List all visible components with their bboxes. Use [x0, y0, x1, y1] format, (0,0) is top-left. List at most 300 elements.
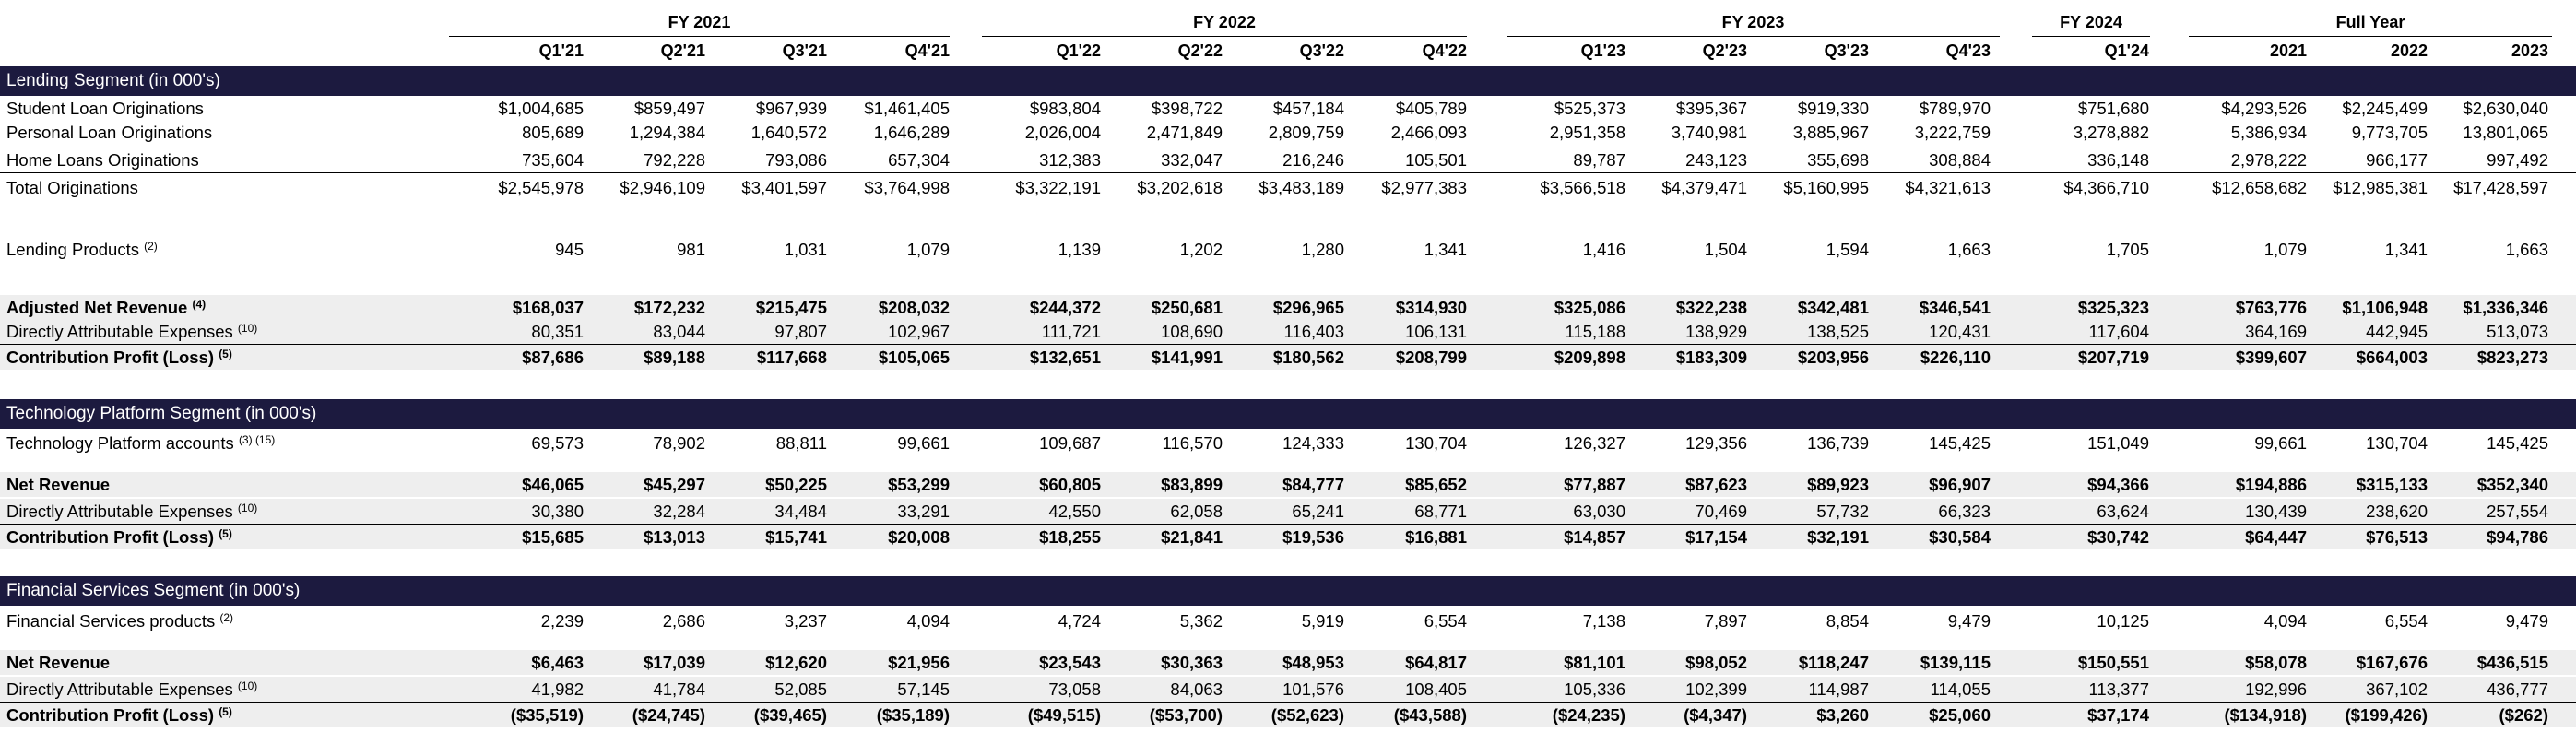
row-label	[6, 237, 158, 262]
column-header: 2021	[2269, 41, 2307, 60]
value-cell: 126,327	[1564, 433, 1625, 453]
value-cell: 5,386,934	[2230, 123, 2307, 142]
value-cell: $3,202,618	[1137, 178, 1223, 197]
row-divider	[0, 172, 2576, 173]
value-cell: ($4,347)	[1684, 705, 1747, 725]
value-cell: 113,377	[2088, 679, 2149, 699]
value-cell: $141,991	[1151, 348, 1223, 367]
value-cell: $45,297	[644, 475, 705, 494]
value-cell: $346,541	[1919, 298, 1991, 317]
value-cell: $87,623	[1685, 475, 1747, 494]
value-cell: 1,504	[1704, 240, 1747, 259]
value-cell: 145,425	[2487, 433, 2548, 453]
value-cell: $37,174	[2087, 705, 2149, 725]
value-cell: $215,475	[755, 298, 827, 317]
value-cell: $4,321,613	[1905, 178, 1991, 197]
value-cell: $919,330	[1797, 99, 1869, 118]
row-label	[6, 319, 257, 344]
fiscal-year-group-header: Full Year	[2335, 13, 2405, 31]
value-cell: 7,138	[1582, 611, 1625, 631]
value-cell: 124,333	[1282, 433, 1344, 453]
value-cell: 793,086	[765, 150, 827, 170]
section-header-band	[0, 66, 2576, 96]
footnote-marker: (5)	[219, 705, 232, 718]
value-cell: $250,681	[1151, 298, 1223, 317]
value-cell: 84,063	[1170, 679, 1223, 699]
value-cell: $457,184	[1272, 99, 1344, 118]
value-cell: $859,497	[633, 99, 705, 118]
fiscal-year-group-header: FY 2021	[668, 13, 731, 31]
value-cell: $3,260	[1816, 705, 1869, 725]
value-cell: $25,060	[1929, 705, 1991, 725]
value-cell: ($134,918)	[2224, 705, 2307, 725]
value-cell: 13,801,065	[2463, 123, 2548, 142]
value-cell: 130,439	[2245, 502, 2307, 521]
row-label-text: Personal Loan Originations	[6, 123, 213, 142]
value-cell: $4,379,471	[1661, 178, 1747, 197]
value-cell: $194,886	[2235, 475, 2307, 494]
value-cell: 130,704	[2366, 433, 2428, 453]
value-cell: $30,742	[2087, 527, 2149, 547]
value-cell: $15,685	[522, 527, 584, 547]
value-cell: 41,784	[653, 679, 705, 699]
value-cell: 41,982	[531, 679, 584, 699]
table-row	[0, 175, 2576, 200]
value-cell: $85,652	[1405, 475, 1467, 494]
column-header: Q1'23	[1580, 41, 1625, 60]
value-cell: $1,106,948	[2342, 298, 2428, 317]
value-cell: 102,967	[888, 322, 950, 341]
value-cell: 243,123	[1685, 150, 1747, 170]
fiscal-year-group-header: FY 2023	[1721, 13, 1785, 31]
value-cell: 138,525	[1807, 322, 1869, 341]
value-cell: 4,094	[2263, 611, 2307, 631]
row-label-text: Directly Attributable Expenses	[6, 502, 233, 521]
value-cell: 68,771	[1414, 502, 1467, 521]
value-cell: $209,898	[1554, 348, 1625, 367]
value-cell: $150,551	[2077, 653, 2149, 672]
value-cell: 367,102	[2366, 679, 2428, 699]
value-cell: 88,811	[775, 433, 827, 453]
footnote-marker: (10)	[237, 322, 258, 335]
value-cell: $296,965	[1272, 298, 1344, 317]
value-cell: ($53,700)	[1149, 705, 1223, 725]
value-cell: 1,079	[906, 240, 950, 259]
value-cell: 33,291	[897, 502, 950, 521]
value-cell: $967,939	[755, 99, 827, 118]
row-label	[6, 525, 232, 549]
table-row	[0, 472, 2576, 497]
value-cell: $395,367	[1675, 99, 1747, 118]
footnote-marker: (5)	[219, 348, 232, 360]
row-label-text: Net Revenue	[6, 475, 111, 494]
value-cell: 117,604	[2088, 322, 2149, 341]
value-cell: 1,202	[1179, 240, 1223, 259]
value-cell: 4,094	[906, 611, 950, 631]
value-cell: $77,887	[1564, 475, 1625, 494]
value-cell: ($199,426)	[2345, 705, 2428, 725]
value-cell: $789,970	[1919, 99, 1991, 118]
value-cell: 966,177	[2366, 150, 2428, 170]
value-cell: 57,732	[1816, 502, 1869, 521]
value-cell: ($39,465)	[753, 705, 827, 725]
value-cell: $2,946,109	[620, 178, 705, 197]
value-cell: 65,241	[1292, 502, 1344, 521]
table-row	[0, 237, 2576, 262]
value-cell: $20,008	[888, 527, 950, 547]
value-cell: 63,030	[1573, 502, 1625, 521]
value-cell: $94,786	[2487, 527, 2548, 547]
row-label	[6, 345, 232, 370]
value-cell: 108,690	[1161, 322, 1223, 341]
row-label	[6, 295, 206, 320]
group-underline	[449, 36, 950, 37]
value-cell: 99,661	[2254, 433, 2307, 453]
value-cell: $89,188	[644, 348, 705, 367]
value-cell: $89,923	[1807, 475, 1869, 494]
value-cell: ($24,235)	[1552, 705, 1625, 725]
value-cell: 97,807	[774, 322, 827, 341]
value-cell: $46,065	[522, 475, 584, 494]
section-title: Lending Segment (in 000's)	[6, 71, 220, 90]
row-label	[6, 472, 110, 497]
footnote-marker: (5)	[219, 527, 232, 540]
value-cell: $12,620	[765, 653, 827, 672]
value-cell: $139,115	[1920, 653, 1991, 672]
value-cell: $87,686	[522, 348, 584, 367]
table-row	[0, 431, 2576, 455]
value-cell: 216,246	[1282, 150, 1344, 170]
row-label	[6, 175, 138, 200]
value-cell: 145,425	[1929, 433, 1991, 453]
group-underline	[2032, 36, 2150, 37]
value-cell: $23,543	[1039, 653, 1101, 672]
value-cell: $48,953	[1282, 653, 1344, 672]
column-header: 2023	[2511, 41, 2548, 60]
value-cell: 136,739	[1807, 433, 1869, 453]
column-header: Q4'21	[904, 41, 950, 60]
value-cell: 9,479	[2505, 611, 2548, 631]
value-cell: 2,686	[662, 611, 705, 631]
section-header-band	[0, 399, 2576, 429]
value-cell: $76,513	[2366, 527, 2428, 547]
column-header: Q2'22	[1177, 41, 1223, 60]
value-cell: 1,646,289	[873, 123, 950, 142]
column-header: Q3'22	[1299, 41, 1344, 60]
value-cell: 2,809,759	[1268, 123, 1344, 142]
value-cell: $398,722	[1151, 99, 1223, 118]
value-cell: $1,004,685	[498, 99, 584, 118]
value-cell: $405,789	[1395, 99, 1467, 118]
value-cell: 9,479	[1947, 611, 1991, 631]
value-cell: 101,576	[1282, 679, 1344, 699]
value-cell: 120,431	[1929, 322, 1991, 341]
value-cell: $117,668	[756, 348, 827, 367]
value-cell: $436,515	[2476, 653, 2548, 672]
table-row	[0, 703, 2576, 727]
column-header: Q2'23	[1702, 41, 1747, 60]
value-cell: 3,222,759	[1914, 123, 1991, 142]
value-cell: 442,945	[2366, 322, 2428, 341]
value-cell: 114,987	[1808, 679, 1869, 699]
table-row	[0, 525, 2576, 549]
row-label-text: Net Revenue	[6, 653, 111, 672]
value-cell: $118,247	[1798, 653, 1869, 672]
footnote-marker: (3) (15)	[238, 433, 276, 446]
value-cell: 111,721	[1041, 322, 1101, 341]
value-cell: ($52,623)	[1270, 705, 1344, 725]
value-cell: 34,484	[774, 502, 827, 521]
value-cell: 3,740,981	[1671, 123, 1747, 142]
value-cell: $183,309	[1675, 348, 1747, 367]
row-label	[6, 650, 110, 675]
value-cell: 3,278,882	[2073, 123, 2149, 142]
value-cell: 1,341	[2384, 240, 2428, 259]
value-cell: 6,554	[2384, 611, 2428, 631]
table-row	[0, 148, 2576, 172]
section-title: Financial Services Segment (in 000's)	[6, 581, 301, 600]
row-label-text: Lending Products	[6, 240, 139, 259]
value-cell: 792,228	[644, 150, 705, 170]
value-cell: $244,372	[1029, 298, 1101, 317]
value-cell: $30,584	[1929, 527, 1991, 547]
value-cell: 336,148	[2087, 150, 2149, 170]
row-label	[6, 148, 199, 172]
value-cell: 138,929	[1685, 322, 1747, 341]
value-cell: 7,897	[1704, 611, 1747, 631]
row-label-text: Contribution Profit (Loss)	[6, 348, 215, 367]
value-cell: 355,698	[1807, 150, 1869, 170]
value-cell: $50,225	[765, 475, 827, 494]
value-cell: $325,086	[1554, 298, 1625, 317]
value-cell: $4,293,526	[2221, 99, 2307, 118]
row-label	[6, 677, 257, 702]
value-cell: $17,039	[644, 653, 705, 672]
value-cell: $64,817	[1405, 653, 1467, 672]
value-cell: $3,764,998	[864, 178, 950, 197]
value-cell: ($49,515)	[1027, 705, 1101, 725]
value-cell: 238,620	[2366, 502, 2428, 521]
value-cell: $399,607	[2235, 348, 2307, 367]
value-cell: 89,787	[1573, 150, 1625, 170]
value-cell: $14,857	[1564, 527, 1625, 547]
value-cell: $21,956	[888, 653, 950, 672]
value-cell: $763,776	[2235, 298, 2307, 317]
value-cell: $208,799	[1395, 348, 1467, 367]
value-cell: 30,380	[531, 502, 584, 521]
value-cell: 42,550	[1048, 502, 1101, 521]
value-cell: $30,363	[1161, 653, 1223, 672]
value-cell: $32,191	[1807, 527, 1869, 547]
row-label	[6, 499, 257, 524]
value-cell: $314,930	[1395, 298, 1467, 317]
value-cell: 1,031	[784, 240, 827, 259]
row-label	[6, 431, 275, 455]
value-cell: 1,280	[1301, 240, 1344, 259]
value-cell: $2,630,040	[2463, 99, 2548, 118]
value-cell: $81,101	[1564, 653, 1625, 672]
value-cell: 63,624	[2097, 502, 2149, 521]
value-cell: 78,902	[653, 433, 705, 453]
footnote-marker: (10)	[237, 679, 258, 692]
value-cell: $6,463	[531, 653, 584, 672]
value-cell: $322,238	[1675, 298, 1747, 317]
value-cell: 1,341	[1424, 240, 1467, 259]
table-row	[0, 608, 2576, 633]
value-cell: 332,047	[1161, 150, 1223, 170]
value-cell: 2,026,004	[1024, 123, 1101, 142]
value-cell: 657,304	[888, 150, 950, 170]
value-cell: $15,741	[765, 527, 827, 547]
value-cell: 513,073	[2487, 322, 2548, 341]
value-cell: 151,049	[2087, 433, 2149, 453]
value-cell: $84,777	[1282, 475, 1344, 494]
value-cell: $2,545,978	[498, 178, 584, 197]
value-cell: $94,366	[2087, 475, 2149, 494]
value-cell: $98,052	[1685, 653, 1747, 672]
value-cell: 32,284	[653, 502, 705, 521]
value-cell: 80,351	[531, 322, 584, 341]
value-cell: 6,554	[1424, 611, 1467, 631]
row-label-text: Technology Platform accounts	[6, 433, 234, 453]
value-cell: 436,777	[2487, 679, 2548, 699]
value-cell: 1,079	[2263, 240, 2307, 259]
value-cell: ($24,745)	[632, 705, 705, 725]
value-cell: 192,996	[2245, 679, 2307, 699]
value-cell: $18,255	[1039, 527, 1101, 547]
value-cell: 2,978,222	[2230, 150, 2307, 170]
value-cell: $352,340	[2476, 475, 2548, 494]
value-cell: 1,640,572	[750, 123, 827, 142]
value-cell: 8,854	[1826, 611, 1869, 631]
value-cell: $105,065	[878, 348, 950, 367]
row-label-text: Total Originations	[6, 178, 138, 197]
value-cell: $83,899	[1161, 475, 1223, 494]
table-row	[0, 96, 2576, 121]
value-cell: 10,125	[2097, 611, 2149, 631]
column-header: Q1'22	[1056, 41, 1101, 60]
table-row	[0, 345, 2576, 370]
value-cell: 1,294,384	[629, 123, 705, 142]
value-cell: $1,336,346	[2463, 298, 2548, 317]
value-cell: 69,573	[531, 433, 584, 453]
value-cell: 105,501	[1405, 150, 1467, 170]
value-cell: 130,704	[1405, 433, 1467, 453]
value-cell: ($35,189)	[876, 705, 950, 725]
value-cell: $5,160,995	[1783, 178, 1869, 197]
value-cell: $1,461,405	[864, 99, 950, 118]
value-cell: $2,245,499	[2342, 99, 2428, 118]
value-cell: $4,366,710	[2063, 178, 2149, 197]
value-cell: $53,299	[888, 475, 950, 494]
value-cell: $58,078	[2245, 653, 2307, 672]
value-cell: 116,403	[1283, 322, 1344, 341]
value-cell: $3,566,518	[1540, 178, 1625, 197]
value-cell: 2,471,849	[1146, 123, 1223, 142]
value-cell: $60,805	[1039, 475, 1101, 494]
table-row	[0, 677, 2576, 702]
value-cell: 83,044	[653, 322, 705, 341]
value-cell: $325,323	[2077, 298, 2149, 317]
value-cell: 3,885,967	[1792, 123, 1869, 142]
value-cell: 257,554	[2487, 502, 2548, 521]
row-label	[6, 703, 232, 727]
value-cell: $2,977,383	[1381, 178, 1467, 197]
value-cell: 115,188	[1565, 322, 1625, 341]
footnote-marker: (4)	[192, 298, 207, 311]
value-cell: $208,032	[878, 298, 950, 317]
value-cell: 3,237	[784, 611, 827, 631]
value-cell: 1,663	[2505, 240, 2548, 259]
column-header: Q3'21	[782, 41, 827, 60]
value-cell: $16,881	[1405, 527, 1467, 547]
value-cell: 312,383	[1039, 150, 1101, 170]
value-cell: 5,919	[1301, 611, 1344, 631]
value-cell: $172,232	[633, 298, 705, 317]
value-cell: 1,416	[1582, 240, 1625, 259]
section-header-band	[0, 576, 2576, 606]
value-cell: 981	[677, 240, 705, 259]
value-cell: 1,705	[2106, 240, 2149, 259]
value-cell: $3,401,597	[741, 178, 827, 197]
value-cell: 62,058	[1170, 502, 1223, 521]
section-title: Technology Platform Segment (in 000's)	[6, 404, 317, 423]
table-row	[0, 295, 2576, 320]
row-label	[6, 608, 233, 633]
column-header: 2022	[2390, 41, 2428, 60]
value-cell: ($262)	[2499, 705, 2548, 725]
value-cell: $13,013	[644, 527, 705, 547]
row-label-text: Home Loans Originations	[6, 150, 199, 170]
footnote-marker: (2)	[144, 240, 158, 253]
value-cell: ($43,588)	[1393, 705, 1467, 725]
value-cell: $3,322,191	[1015, 178, 1101, 197]
value-cell: 1,594	[1826, 240, 1869, 259]
value-cell: $180,562	[1272, 348, 1344, 367]
table-row	[0, 499, 2576, 524]
value-cell: 5,362	[1179, 611, 1223, 631]
table-row	[0, 650, 2576, 675]
value-cell: 1,663	[1947, 240, 1991, 259]
value-cell: $983,804	[1029, 99, 1101, 118]
value-cell: 308,884	[1929, 150, 1991, 170]
value-cell: 99,661	[897, 433, 950, 453]
row-label-text: Directly Attributable Expenses	[6, 679, 233, 699]
value-cell: $12,658,682	[2212, 178, 2307, 197]
value-cell: $823,273	[2476, 348, 2548, 367]
value-cell: 73,058	[1048, 679, 1101, 699]
row-label-text: Directly Attributable Expenses	[6, 322, 233, 341]
value-cell: 997,492	[2487, 150, 2548, 170]
value-cell: $525,373	[1554, 99, 1625, 118]
value-cell: 735,604	[522, 150, 584, 170]
value-cell: 364,169	[2245, 322, 2307, 341]
column-header: Q4'22	[1422, 41, 1467, 60]
value-cell: 106,131	[1405, 322, 1467, 341]
column-header: Q2'21	[660, 41, 705, 60]
footnote-marker: (2)	[219, 611, 234, 624]
row-label	[6, 96, 204, 121]
value-cell: $664,003	[2356, 348, 2428, 367]
fiscal-year-group-header: FY 2024	[2060, 13, 2122, 31]
value-cell: $226,110	[1920, 348, 1991, 367]
value-cell: 102,399	[1685, 679, 1747, 699]
value-cell: ($35,519)	[510, 705, 584, 725]
value-cell: 1,139	[1058, 240, 1101, 259]
column-header: Q4'23	[1945, 41, 1991, 60]
value-cell: 108,405	[1405, 679, 1467, 699]
table-row	[0, 319, 2576, 344]
